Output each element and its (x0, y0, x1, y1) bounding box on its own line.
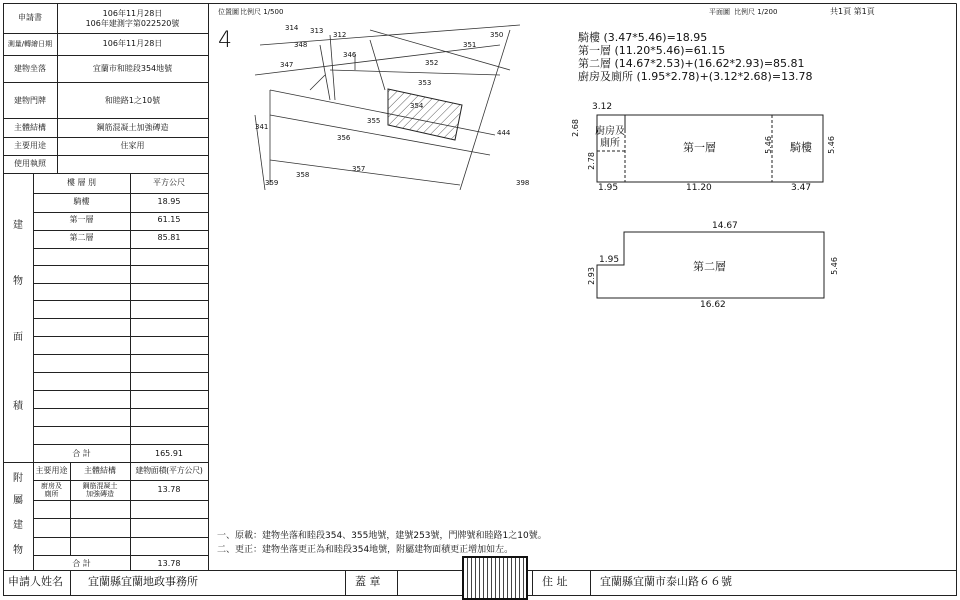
row-label-survey-date: 測量/轉繪日期 (7, 40, 53, 48)
location-plan-title: 位置圖 (218, 8, 239, 16)
parcel-number: 354 (410, 102, 424, 110)
row-label-location: 建物坐落 (14, 64, 46, 73)
area-header-floor: 樓 層 別 (66, 178, 97, 187)
location-plan-scale: 比例尺 1/500 (240, 8, 284, 16)
row-value-structure: 鋼筋混凝土加強磚造 (96, 123, 169, 132)
dim-label: 16.62 (700, 300, 726, 310)
row-value-survey-date: 106年11月28日 (102, 39, 163, 48)
page-indicator: 共1頁 第1頁 (830, 7, 875, 16)
section-char: 附 (13, 473, 23, 484)
room-label-second-floor: 第二層 (693, 260, 726, 273)
note-line: 一、原載：建物坐落和睦段354、355地號，建號253號，門牌號和睦路1之10號。 (217, 531, 547, 541)
parcel-number: 355 (367, 117, 381, 125)
dim-label: 2.68 (570, 119, 580, 137)
dim-label: 11.20 (686, 183, 712, 193)
area-formula: 廚房及廁所 (1.95*2.78)+(3.12*2.68)=13.78 (578, 70, 813, 83)
area-floor: 第一層 (69, 215, 94, 224)
attached-header-use: 主要用途 (35, 466, 68, 475)
area-value: 85.81 (157, 233, 181, 242)
section-char: 建 (13, 220, 23, 231)
dim-label: 5.46 (826, 136, 836, 154)
dim-label: 14.67 (712, 221, 738, 231)
area-formula: 第二層 (14.67*2.53)+(16.62*2.93)=85.81 (578, 57, 805, 70)
dim-label: 3.47 (791, 183, 812, 193)
section-char: 屬 (13, 495, 23, 506)
note-line: 二、更正：建物坐落更正為和睦段354地號，附屬建物面積更正增加如左。 (217, 545, 514, 555)
parcel-number: 346 (343, 51, 357, 59)
dim-label: 2.78 (586, 152, 596, 170)
seal-label: 蓋 章 (355, 575, 381, 588)
applicant-label: 申請人姓名 (8, 575, 63, 588)
section-char: 物 (13, 276, 23, 287)
parcel-number: 359 (265, 179, 279, 187)
room-label-kitchen: 廚房及 廁所 (595, 126, 625, 149)
parcel-number: 313 (310, 27, 324, 35)
area-total-label: 合 計 (72, 449, 91, 458)
attached-total-value: 13.78 (157, 559, 181, 568)
attached-area: 13.78 (157, 485, 181, 494)
parcel-number: 444 (497, 129, 511, 137)
parcel-number: 347 (280, 61, 294, 69)
dim-label: 5.46 (763, 136, 773, 154)
room-label-first-floor: 第一層 (683, 141, 716, 154)
row-label-application: 申請書 (18, 13, 42, 22)
row-label-address: 建物門牌 (14, 96, 46, 105)
row-label-use: 主要用途 (14, 141, 46, 150)
section-char: 面 (13, 332, 23, 343)
location-map (210, 15, 550, 190)
north-arrow-icon: 4 (218, 28, 232, 53)
section-char: 積 (13, 401, 23, 412)
parcel-number: 312 (333, 31, 347, 39)
parcel-number: 348 (294, 41, 308, 49)
parcel-number: 351 (463, 41, 477, 49)
official-seal-stamp (462, 556, 528, 600)
area-total-value: 165.91 (155, 449, 183, 458)
room-label-arcade: 騎樓 (790, 141, 812, 154)
parcel-number: 341 (255, 123, 269, 131)
parcel-number: 350 (490, 31, 504, 39)
section-char: 物 (13, 545, 23, 556)
parcel-number: 357 (352, 165, 366, 173)
attached-header-area: 建物面積(平方公尺) (135, 466, 203, 475)
parcel-number: 314 (285, 24, 299, 32)
dim-label: 5.46 (829, 257, 839, 275)
section-char: 建 (13, 520, 23, 531)
floor-plan-scale: 比例尺 1/200 (734, 8, 778, 16)
attached-structure: 鋼筋混凝土 加強磚造 (82, 482, 118, 498)
area-value: 18.95 (157, 197, 181, 206)
area-header-sqm: 平方公尺 (153, 178, 185, 187)
dim-label: 1.95 (599, 255, 620, 265)
parcel-number: 353 (418, 79, 432, 87)
attached-total-label: 合 計 (72, 559, 91, 568)
row-label-permit: 使用執照 (14, 159, 46, 168)
dim-label: 2.93 (586, 267, 596, 285)
row-value-application: 106年11月28日 106年建測字第022520號 (85, 9, 180, 28)
address-value: 宜蘭縣宜蘭市泰山路６６號 (600, 575, 732, 588)
area-formula: 第一層 (11.20*5.46)=61.15 (578, 44, 726, 57)
row-label-structure: 主體結構 (14, 123, 46, 132)
address-label: 住 址 (542, 575, 568, 588)
row-value-address: 和睦路1之10號 (104, 96, 161, 105)
area-value: 61.15 (157, 215, 181, 224)
dim-label: 1.95 (598, 183, 619, 193)
row-value-location: 宜蘭市和睦段354地號 (92, 64, 173, 73)
applicant-value: 宜蘭縣宜蘭地政事務所 (88, 575, 198, 588)
attached-header-structure: 主體結構 (84, 466, 116, 475)
area-floor: 第二層 (69, 233, 94, 242)
area-formula: 騎樓 (3.47*5.46)=18.95 (578, 31, 708, 44)
parcel-number: 398 (516, 179, 530, 187)
dim-label: 3.12 (592, 102, 613, 112)
parcel-number: 356 (337, 134, 351, 142)
row-value-use: 住家用 (120, 141, 145, 150)
parcel-number: 358 (296, 171, 310, 179)
floor-plan-title: 平面圖 (709, 8, 730, 16)
parcel-number: 352 (425, 59, 439, 67)
area-floor: 騎樓 (73, 197, 90, 206)
attached-use: 廚房及 廁所 (41, 482, 62, 498)
